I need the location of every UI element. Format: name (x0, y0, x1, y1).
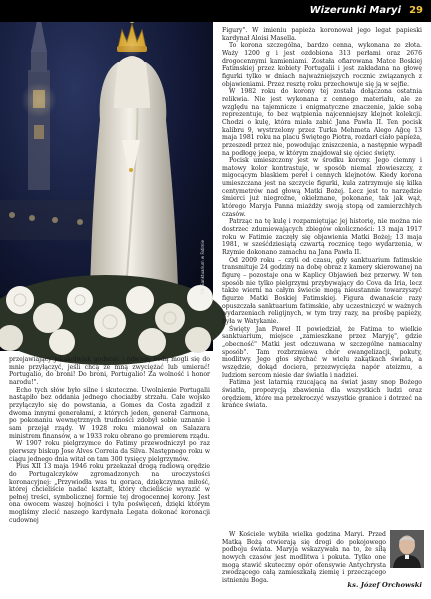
paragraph: Pius XII 13 maja 1946 roku przekazał drogą radiową orędzie do Portugalczyków zgromadzonych na uroczystości koronacyjnej: „Przywiodła was tu gorąca, dziękczynna miłość, której chcieliście nadać kształt, który chcieliście wyrazić w pełnej treści, symbolicznej formie tej drogocennej korony. Jest ona owocem waszej hojności i tylu poświęceń, dzięki którym mogliśmy zlecić naszego kardynała Legata dokonać koronacji cudownej (9, 463, 210, 524)
white-roses-icon (0, 275, 226, 365)
article-column-right (222, 27, 422, 531)
paragraph: Echo tych słów było silne i skuteczne. Uwolnienie Portugalii nastąpiło bez oddania jednego chociażby strzału. Całe wojsko przyłączyło się do powstania, a Gomes da Costa zgadził z dwoma innymi generałami, z których jeden, generał Carmona, po pokonaniu wewnętrznych trudności zdobył sobie uznanie i sam przejął rządy. W 1928 roku mianował on Salazara ministrem finansów, a w 1933 roku obrano go premierem rządu. (9, 386, 210, 440)
paragraph: Fatima jest latarnią rzucającą na świat jasny snop Bożego światła, propozycją zbawienia dla wszystkich ludzi oraz orędziem, które ma przekroczyć wszystkie granice i dotrzeć na krańce świata. (222, 379, 422, 410)
author-avatar-icon (390, 530, 424, 568)
page-header (0, 0, 431, 22)
fatima-statue-photo (0, 0, 213, 351)
photo-credit: fot. Sanktuarium w Fatimie (200, 240, 205, 294)
paragraph: Figury". W imieniu papieża koronował jego legat papieski kardynał Aloisi Masella. (222, 27, 422, 42)
paragraph: W Kościele wybiła wielka godzina Maryi. Przed Matką Bożą otwierają się drogi do pokojowego podboju świata. Maryja wskazywała na to, że siłą nowych czasów jest modlitwa i pokuta. Tylko one mogą stawić skuteczny opór ofensywie Antychrysta zwodzącego całą zamieszkałą ziemię i przeczącego istnieniu Boga. (222, 531, 386, 584)
paragraph: To korona szczególna, bardzo cenna, wykonana ze złota. Waży 1200 g i jest ozdobiona 313 perłami oraz 2676 drogocennymi kamieniami. Została ofiarowana Matce Boskiej Fatimskiej przez kobiety Portugalii i jest zakładana na głowę figurki tylko w dniach najważniejszych rocznic związanych z objawieniami. Przez resztę roku przechowuje się ją w sejfie. (222, 42, 422, 88)
paragraph: Od 2009 roku – czyli od czasu, gdy sanktuarium fatimskie transmituje 24 godziny na dobę obraz z kamery skierowanej na figurę – pozostaje ona w Kaplicy Objawień bez przerwy. W ten sposób nie tylko pielgrzymi przybywający do Cova da Iria, lecz także wierni na całym świecie mogą nieustannie towarzyszyć figurze Matki Boskiej Fatimskiej. Figura dwanaście razy opuszczała sanktuarium fatimskie, aby uczestniczyć w ważnych wydarzeniach religijnych, w tym trzy razy, na prośbę papieży, była w Watykanie. (222, 256, 422, 325)
paragraph: przejawiający jakąkolwiek godność i odwagę bedą mogli się do mnie przyłączyć, jeśli chcą ze mną zwyciężać lub umierać! Portugalio, do broni! Do broni, Portugalio! Za wolność i honor narodu!". (9, 356, 210, 386)
paragraph: W 1982 roku do korony tej została dołączona ostatnia relikwia. Nie jest wykonana z cennego materiału, ale ze względu na tajemnicze i enigmatyczne znaczenie, jakie sobą reprezentuje, to bez wątpienia najcenniejszy klejnot kolekcji. Chodzi o kulę, która miała zabić Jana Pawła II. Ten pocisk kalibru 9, wystrzelony przez Turka Mehmeta Alego Ağcę 13 maja 1981 roku na placu Świętego Piotra, rozdarł ciało papieża, przeszedł przez nie, powodując zniszczenia, a następnie wypadł na podłogę jeepa, w którym znajdował się ojciec święty. (222, 88, 422, 157)
section-title: Wizerunki Maryi (309, 5, 401, 16)
paragraph: Pocisk umieszczony jest w środku korony. Jego ciemny i matowy kolor kontrastuje, w sposób niemal złowieszczy, z migocącym blaskiem pereł i cennych klejnotów. Kiedy korona umieszczana jest na szczycie figurki, kula zatrzymuje się kilka centymetrów nad głową Matki Bożej. Lecz jest to narzędzie śmierci już niegroźne, okiełznane, pokonane, tak jak wąż, którego Maryja Panna miażdży swoją stopą od zamierzchłych czasów. (222, 157, 422, 218)
article-closing (222, 531, 386, 584)
paragraph: W 1907 roku pielgrzymce do Fatimy przewodniczył po raz pierwszy biskup Jose Alves Correia da Silva. Następnego roku w ciągu jednego dnia witał on tam 300 tysięcy pielgrzymów. (9, 440, 210, 463)
author-portrait (390, 530, 424, 568)
photo-illustration (0, 0, 213, 351)
paragraph: Święty Jan Paweł II powiedział, że Fatima to wielkie sanktuarium, miejsce „zamieszkane przez Maryję", gdzie „obecność" Matki jest odczuwana w szczególne namacalny sposób". Tam rozbrzmiewa chór ewangelizacji, pokuty, modlitwy. Jego głos słychać w wielu zakątkach świata, a wszędzie, dokąd dociera, przezwycięża napór ateizmu, a ludziom sercom niesie dar światła i nadziei. (222, 325, 422, 379)
author-signature: ks. Józef Orchowski (347, 581, 422, 589)
paragraph: Patrząc na tę kulę i rozpamiętując jej historię, nie można nie dostrzec zdumiewających zbiegów okoliczności: 13 maja 1917 roku w Fatimie zaczęły się objawienia Matki Bożej; 13 maja 1981, w sześćdziesiątą czwartą rocznicę tego wydarzenia, w Rzymie dokonano zamachu na Jana Pawła II. (222, 218, 422, 257)
article-column-left (9, 356, 210, 591)
page-number: 29 (409, 5, 423, 16)
